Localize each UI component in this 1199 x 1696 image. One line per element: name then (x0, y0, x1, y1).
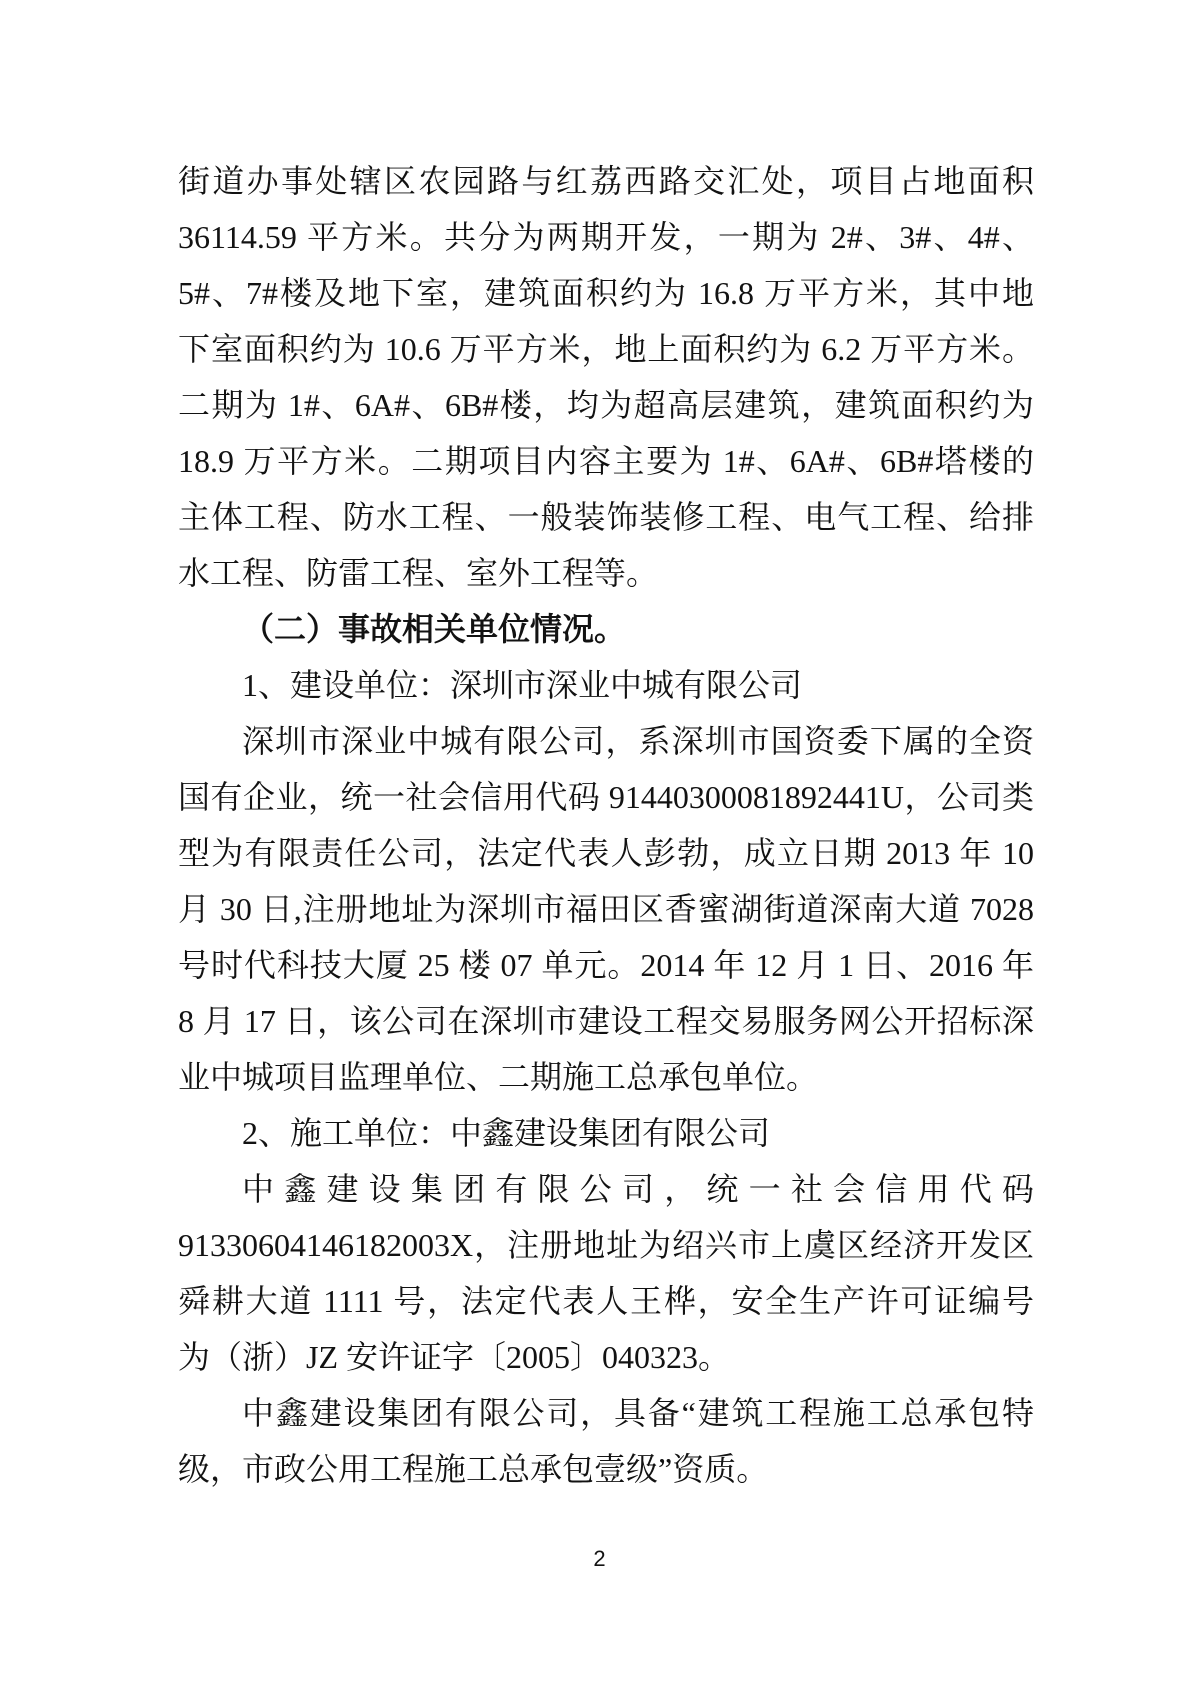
text-line: 二期为 1#、6A#、6B#楼，均为超高层建筑，建筑面积约为 (178, 387, 1034, 423)
text-line: 水工程、防雷工程、室外工程等。 (178, 555, 659, 591)
text-line: 型为有限责任公司，法定代表人彭勃，成立日期 2013 年 10 (178, 835, 1034, 871)
para-construction-unit-details (178, 713, 1034, 1105)
text-line: 主体工程、防水工程、一般装饰装修工程、电气工程、给排 (178, 499, 1034, 535)
document-body (178, 153, 1034, 1497)
text-line: 为（浙）JZ 安许证字〔2005〕040323。 (178, 1339, 731, 1375)
para-item-1-construction-unit-title (178, 657, 1034, 713)
text-line: 国有企业，统一社会信用代码 91440300081892441U，公司类 (178, 779, 1034, 815)
heading-section-2-related-units (178, 601, 1034, 657)
text-line: 2、施工单位：中鑫建设集团有限公司 (242, 1115, 771, 1151)
para-contractor-details (178, 1161, 1034, 1385)
text-line: 5#、7#楼及地下室，建筑面积约为 16.8 万平方米，其中地 (178, 275, 1034, 311)
text-line: 深圳市深业中城有限公司，系深圳市国资委下属的全资 (242, 723, 1034, 759)
text-line: 级，市政公用工程施工总承包壹级”资质。 (178, 1451, 769, 1487)
text-line: 8 月 17 日，该公司在深圳市建设工程交易服务网公开招标深 (178, 1003, 1034, 1039)
para-contractor-qualification (178, 1385, 1034, 1497)
text-line: 36114.59 平方米。共分为两期开发，一期为 2#、3#、4#、 (178, 219, 1034, 255)
page-number: 2 (593, 1546, 606, 1571)
text-line: 号时代科技大厦 25 楼 07 单元。2014 年 12 月 1 日、2016 年 (178, 947, 1034, 983)
text-line: 业中城项目监理单位、二期施工总承包单位。 (178, 1059, 819, 1095)
text-line: 1、建设单位：深圳市深业中城有限公司 (242, 667, 803, 703)
text-line: （二）事故相关单位情况。 (242, 611, 627, 647)
text-line: 舜耕大道 1111 号，法定代表人王桦，安全生产许可证编号 (178, 1283, 1034, 1319)
text-line: 月 30 日,注册地址为深圳市福田区香蜜湖街道深南大道 7028 (178, 891, 1034, 927)
para-item-2-contractor-title (178, 1105, 1034, 1161)
text-line: 下室面积约为 10.6 万平方米，地上面积约为 6.2 万平方米。 (178, 331, 1034, 367)
text-line: 91330604146182003X，注册地址为绍兴市上虞区经济开发区 (178, 1227, 1034, 1263)
text-line: 街道办事处辖区农园路与红荔西路交汇处，项目占地面积 (178, 163, 1034, 199)
text-line: 18.9 万平方米。二期项目内容主要为 1#、6A#、6B#塔楼的 (178, 443, 1034, 479)
text-line: 中鑫建设集团有限公司，具备“建筑工程施工总承包特 (242, 1395, 1034, 1431)
para-project-overview (178, 153, 1034, 601)
text-line: 中鑫建设集团有限公司，统一社会信用代码 (242, 1171, 1034, 1207)
